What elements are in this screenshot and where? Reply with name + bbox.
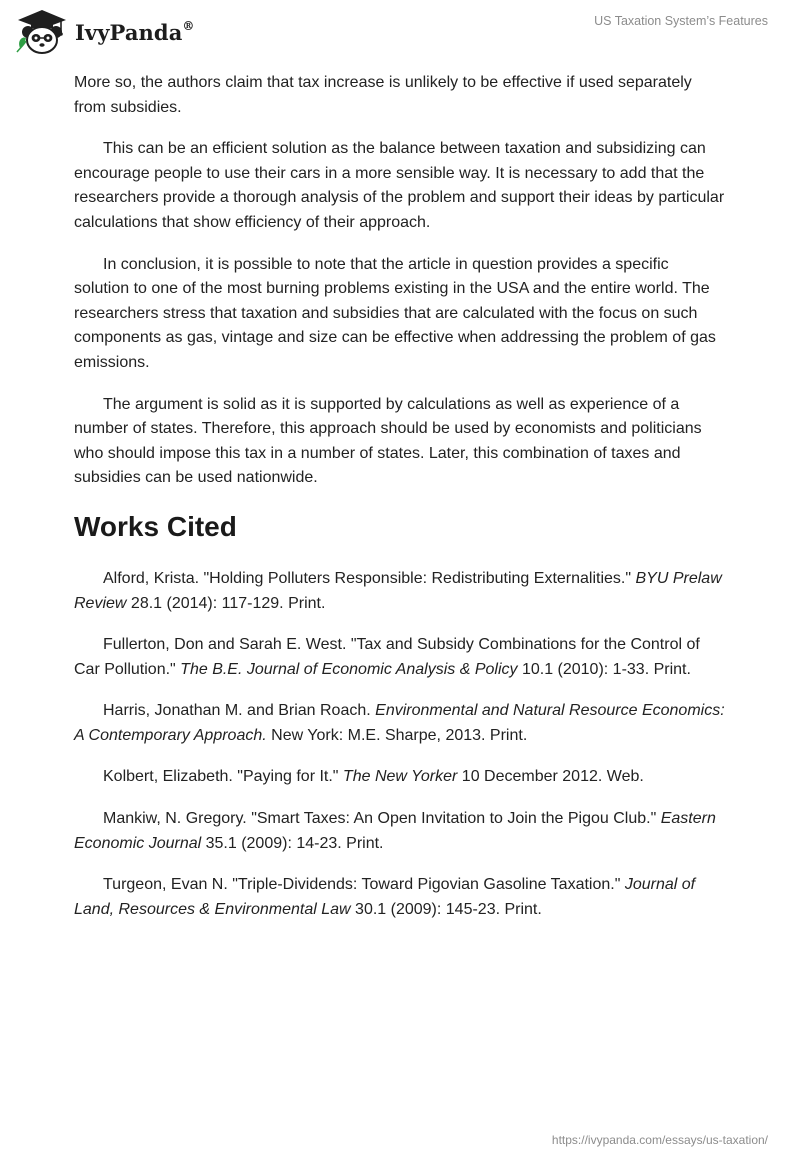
body-paragraph: The argument is solid as it is supported by calculations as well as experience of a number of states. Therefore, this approach should be used by economists and politicians who should impose this tax in a number of states. Later, this combination of taxes and subsidies can be used nationwide. — [74, 395, 702, 487]
citation-entry: Mankiw, N. Gregory. "Smart Taxes: An Open Invitation to Join the Pigou Club." Eastern Economic Journal 35.1 (2009): 14-23. Print. — [74, 810, 716, 852]
works-cited-heading: Works Cited — [74, 510, 237, 542]
citation-entry: Kolbert, Elizabeth. "Paying for It." The New Yorker 10 December 2012. Web. — [103, 768, 644, 786]
citation-title: Environmental and Natural Resource Economics: A Contemporary Approach. — [74, 702, 725, 744]
citation-title: The B.E. Journal of Economic Analysis & Policy — [180, 660, 518, 678]
brand-logo[interactable] — [14, 8, 195, 56]
source-url[interactable]: https://ivypanda.com/essays/us-taxation/ — [551, 1133, 768, 1147]
citation-title: The New Yorker — [342, 768, 458, 786]
citation-entry: Alford, Krista. "Holding Polluters Responsible: Redistributing Externalities." BYU Prelaw Review 28.1 (2014): 117-129. Print. — [74, 569, 722, 612]
citation-title: Journal of Land, Resources & Environmental Law — [74, 876, 696, 918]
citation-entry: Harris, Jonathan M. and Brian Roach. Environmental and Natural Resource Economics: A Contemporary Approach. New York: M.E. Sharpe, 2013. Print. — [74, 702, 725, 744]
body-paragraph: In conclusion, it is possible to note that the article in question provides a specific solution to one of the most burning problems existing in the USA and the entire world. The researchers stress that taxation and subsidies that are calculated with the focus on such components as gas, vintage and size can be effective when addressing the problem of gas emissions. — [74, 255, 716, 371]
body-paragraph: More so, the authors claim that tax increase is unlikely to be effective if used separately from subsidies. — [74, 74, 692, 116]
panda-graduate-icon — [14, 8, 70, 56]
citation-entry: Fullerton, Don and Sarah E. West. "Tax and Subsidy Combinations for the Control of Car Pollution." The B.E. Journal of Economic Analysis & Policy 10.1 (2010): 1-33. Print. — [74, 636, 700, 678]
page-header — [0, 0, 800, 64]
article-content — [74, 71, 726, 939]
brand-name: IvyPanda® — [75, 18, 195, 45]
body-paragraph: This can be an efficient solution as the balance between taxation and subsidizing can encourage people to use their cars in a more sensible way. It is necessary to add that the researchers provide a thorough analysis of the problem and support their ideas by particular calculations that show efficiency of their approach. — [74, 140, 725, 231]
citation-title: BYU Prelaw Review — [74, 569, 722, 612]
citation-title: Eastern Economic Journal — [74, 810, 716, 852]
citation-entry: Turgeon, Evan N. "Triple-Dividends: Toward Pigovian Gasoline Taxation." Journal of Land, Resources & Environmental Law 30.1 (2009): 145-23. Print. — [74, 876, 696, 918]
running-title: US Taxation System’s Features — [594, 14, 768, 28]
